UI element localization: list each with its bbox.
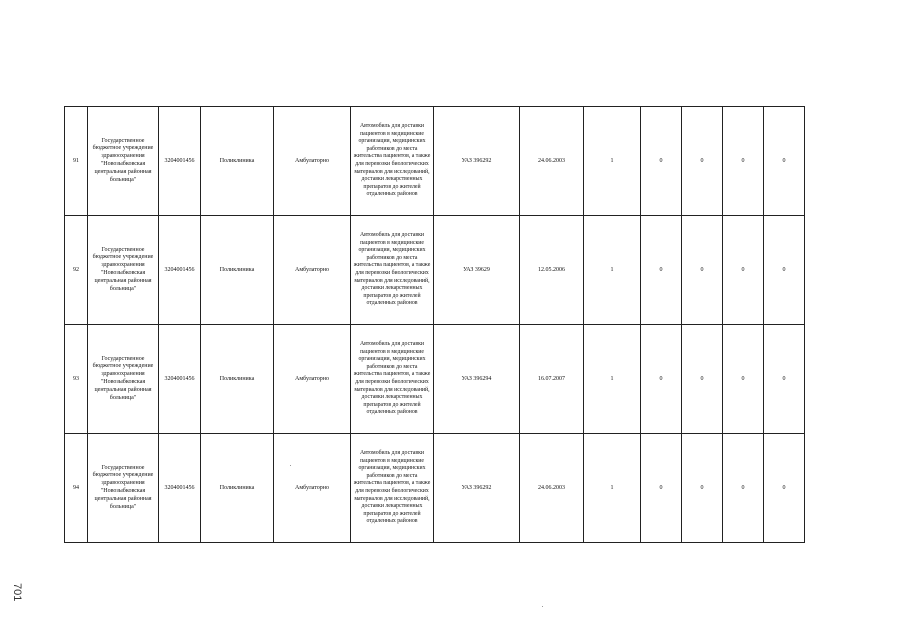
organization-cell: Государственное бюджетное учреждение здравоохранения "Новозыбковская центральная районная больница" [88,325,159,434]
division-cell: Поликлиника [201,434,274,543]
count-cell: 1 [584,107,641,216]
vehicle-model-cell: УАЗ 39629 [434,216,520,325]
vehicle-purpose-cell: Автомобиль для доставки пациентов в медицинские организации, медицинских работников до места жительства пациентов, а также для перевозки биологических материалов для исследований, доставки лекарственных препаратов до жителей отдаленных районов [351,107,434,216]
inn-cell: 3204001456 [159,434,201,543]
count-cell: 0 [723,434,764,543]
scan-speck [542,606,543,607]
scan-speck [290,465,291,466]
date-cell: 12.05.2006 [520,216,584,325]
date-cell: 16.07.2007 [520,325,584,434]
organization-cell: Государственное бюджетное учреждение здравоохранения "Новозыбковская центральная районная больница" [88,216,159,325]
date-cell: 24.06.2003 [520,107,584,216]
division-cell: Поликлиника [201,325,274,434]
row-number-cell: 93 [65,325,88,434]
count-cell: 0 [682,434,723,543]
care-condition-cell: Амбулаторно [274,107,351,216]
count-cell: 1 [584,325,641,434]
count-cell: 0 [641,107,682,216]
inn-cell: 3204001456 [159,216,201,325]
care-condition-cell: Амбулаторно [274,434,351,543]
count-cell: 0 [641,216,682,325]
vehicle-model-cell: УАЗ 396294 [434,325,520,434]
row-number-cell: 92 [65,216,88,325]
count-cell: 0 [764,216,805,325]
inn-cell: 3204001456 [159,325,201,434]
count-cell: 0 [641,325,682,434]
organization-cell: Государственное бюджетное учреждение здравоохранения "Новозыбковская центральная районная больница" [88,107,159,216]
count-cell: 0 [764,107,805,216]
vehicle-purpose-cell: Автомобиль для доставки пациентов в медицинские организации, медицинских работников до места жительства пациентов, а также для перевозки биологических материалов для исследований, доставки лекарственных препаратов до жителей отдаленных районов [351,325,434,434]
care-condition-cell: Амбулаторно [274,216,351,325]
count-cell: 0 [723,216,764,325]
count-cell: 0 [723,325,764,434]
care-condition-cell: Амбулаторно [274,325,351,434]
count-cell: 0 [682,216,723,325]
count-cell: 0 [764,434,805,543]
table-row [65,434,805,543]
inn-cell: 3204001456 [159,107,201,216]
count-cell: 1 [584,216,641,325]
table-row [65,325,805,434]
row-number-cell: 94 [65,434,88,543]
count-cell: 0 [682,325,723,434]
page-number: 701 [11,583,23,602]
count-cell: 0 [641,434,682,543]
count-cell: 0 [764,325,805,434]
count-cell: 0 [682,107,723,216]
date-cell: 24.06.2003 [520,434,584,543]
vehicle-purpose-cell: Автомобиль для доставки пациентов в медицинские организации, медицинских работников до места жительства пациентов, а также для перевозки биологических материалов для исследований, доставки лекарственных препаратов до жителей отдаленных районов [351,434,434,543]
vehicle-registry-table [64,106,805,543]
division-cell: Поликлиника [201,107,274,216]
organization-cell: Государственное бюджетное учреждение здравоохранения "Новозыбковская центральная районная больница" [88,434,159,543]
row-number-cell: 91 [65,107,88,216]
vehicle-purpose-cell: Автомобиль для доставки пациентов в медицинские организации, медицинских работников до места жительства пациентов, а также для перевозки биологических материалов для исследований, доставки лекарственных препаратов до жителей отдаленных районов [351,216,434,325]
count-cell: 0 [723,107,764,216]
division-cell: Поликлиника [201,216,274,325]
count-cell: 1 [584,434,641,543]
table-row [65,107,805,216]
vehicle-model-cell: УАЗ 396292 [434,107,520,216]
vehicle-model-cell: УАЗ 396292 [434,434,520,543]
table-row [65,216,805,325]
